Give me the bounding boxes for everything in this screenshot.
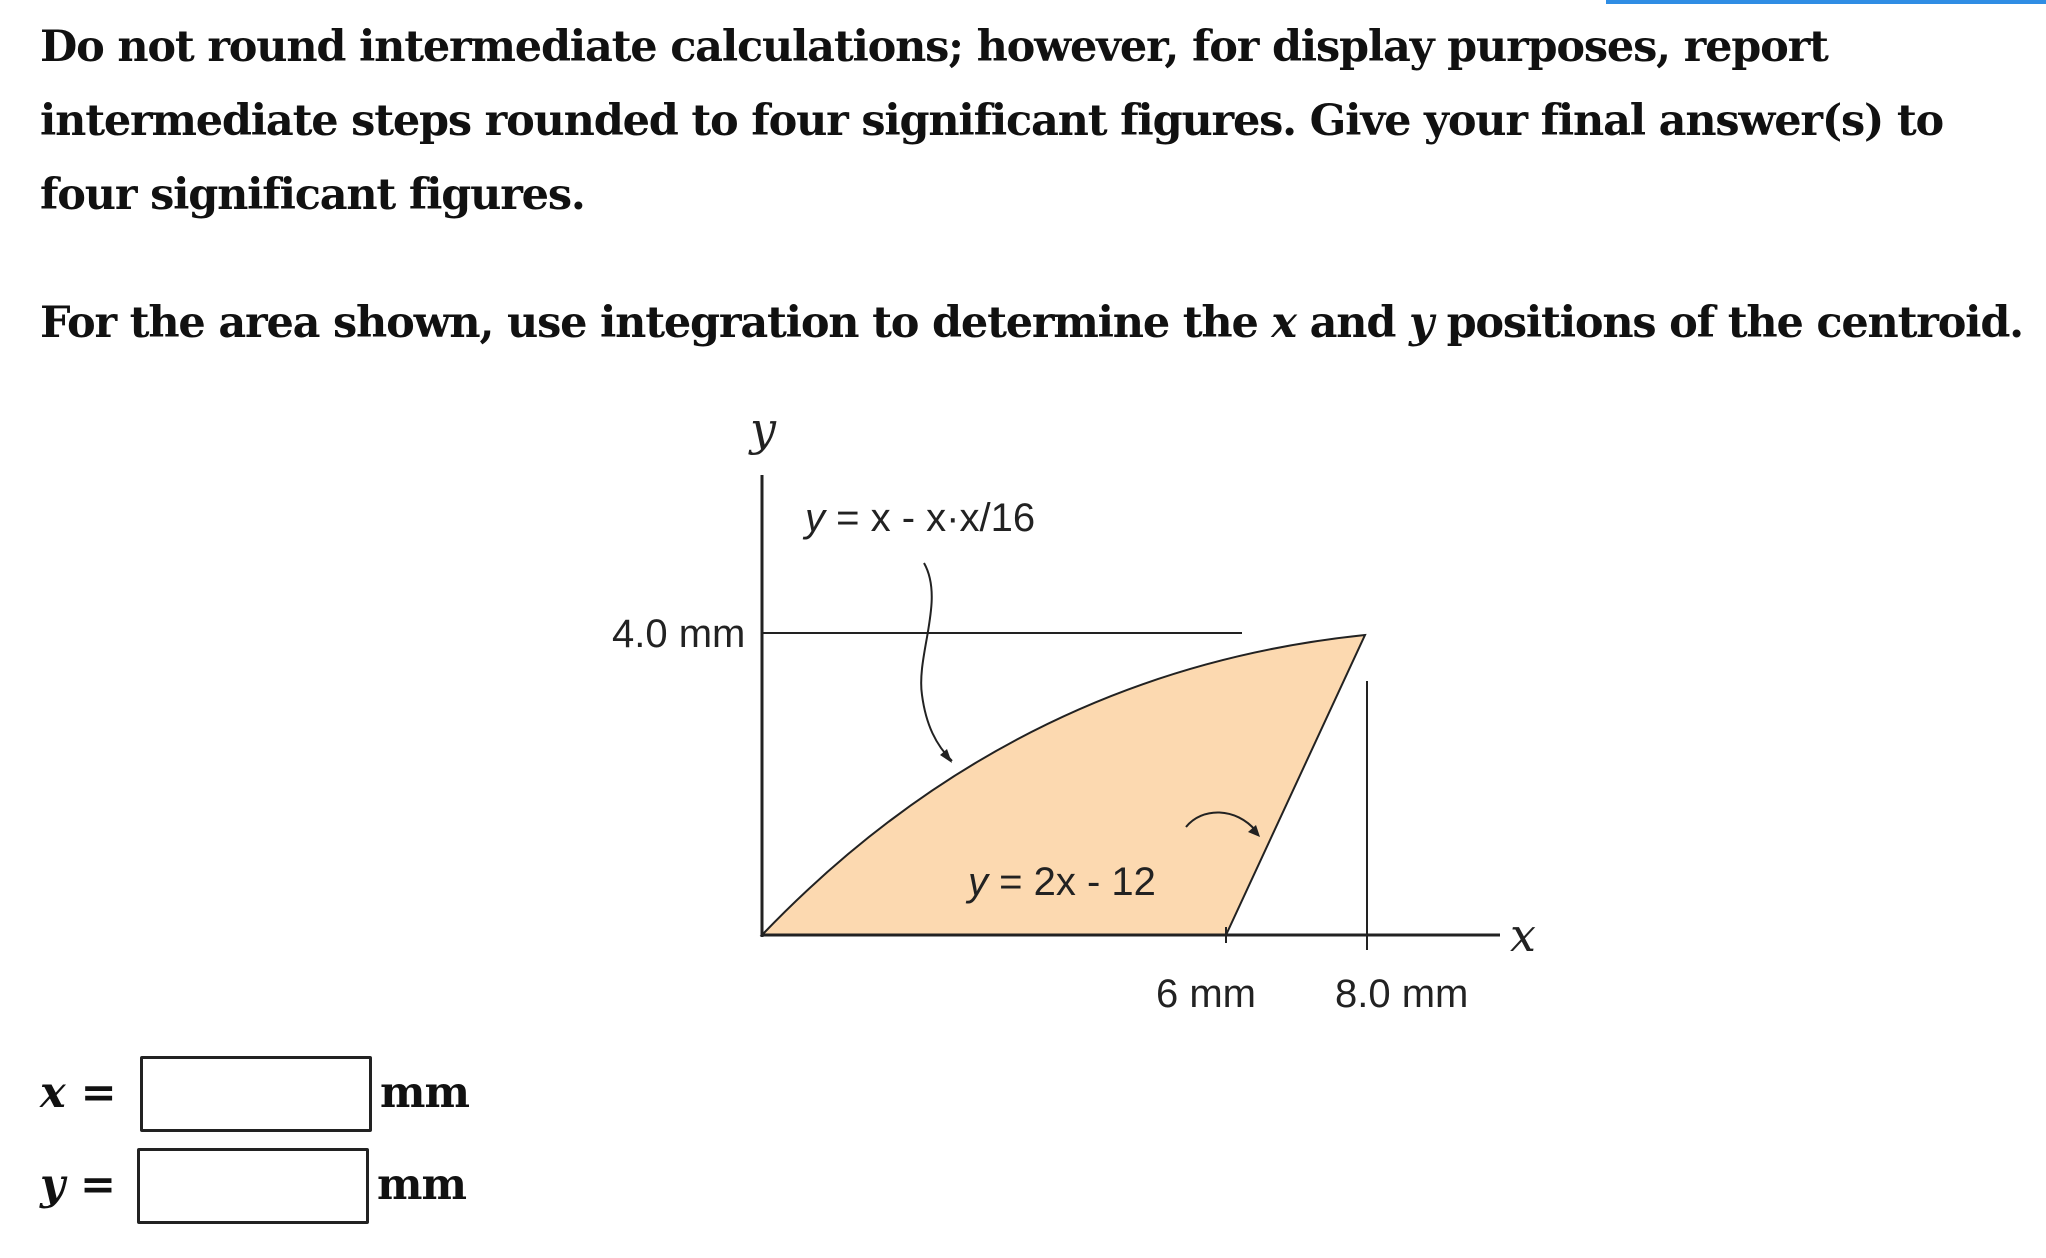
y-centroid-input[interactable] <box>137 1148 369 1224</box>
y-axis-label: y <box>750 402 776 456</box>
line-equation-label <box>965 860 1156 904</box>
x-axis-label: x <box>1510 908 1536 962</box>
answer-label-x <box>40 1056 140 1130</box>
answer-y-var: y <box>40 1160 65 1210</box>
x-unit-label: mm <box>380 1068 469 1118</box>
curve-leader-arrow <box>921 563 952 761</box>
instructions-text: Do not round intermediate calculations; however, for display purposes, report intermediate steps rounded to four significant figures. Give your final answer(s) to four significant figures. <box>40 22 1944 220</box>
curve-equation-label <box>802 496 1035 540</box>
question-y-var: y <box>1409 298 1433 348</box>
answer-x-equals: = <box>65 1068 117 1118</box>
answer-x-var: x <box>40 1068 66 1118</box>
curve-leader-arrowhead <box>940 749 952 763</box>
centroid-area-figure <box>600 395 1560 1035</box>
question-before: For the area shown, use integration to determine the <box>40 298 1272 348</box>
top-accent-bar <box>1606 0 2046 4</box>
answer-y-equals: = <box>65 1160 116 1210</box>
line-equation-var: y <box>968 860 988 904</box>
question-after: positions of the centroid. <box>1432 298 2023 348</box>
question-middle: and <box>1295 298 1409 348</box>
y-unit-label: mm <box>377 1160 466 1210</box>
question-x-var: x <box>1271 298 1296 348</box>
curve-equation-var: y <box>805 496 825 540</box>
curve-equation-rest: = x - x·x/16 <box>825 496 1036 540</box>
line-equation-rest: = 2x - 12 <box>988 860 1156 904</box>
x1-label: 6 mm <box>1156 972 1256 1016</box>
height-label: 4.0 mm <box>612 612 746 656</box>
x-centroid-input[interactable] <box>140 1056 372 1132</box>
question-text <box>40 286 2023 360</box>
answer-label-y <box>40 1148 140 1222</box>
x2-label: 8.0 mm <box>1335 972 1469 1016</box>
